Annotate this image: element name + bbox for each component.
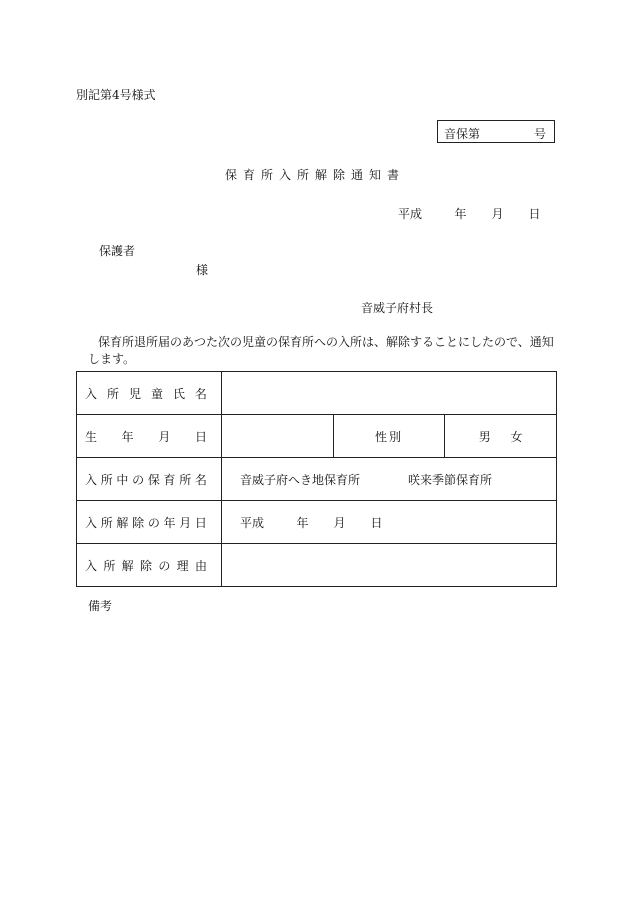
table-row-cancel-date (77, 501, 557, 544)
guardian-label: 保護者 (99, 244, 136, 258)
table-row-child-name (77, 372, 557, 415)
cancel-date-day: 日 (370, 515, 383, 530)
cancel-date-month: 月 (333, 515, 346, 530)
birth-date-label: 生 年 月 日 (77, 415, 222, 458)
facility-option-1[interactable]: 音威子府へき地保育所 (240, 472, 361, 487)
sex-label: 性別 (333, 415, 445, 458)
document-number-prefix: 音保第 (444, 127, 481, 141)
table-row-facility (77, 458, 557, 501)
cancel-date-year: 年 (296, 515, 309, 530)
birth-date-field[interactable] (222, 415, 334, 458)
issuer-name: 音威子府村長 (361, 301, 434, 315)
child-name-label: 入 所 児 童 氏 名 (77, 372, 222, 415)
cancel-reason-label: 入 所 解 除 の 理 由 (77, 544, 222, 587)
facility-option-2[interactable]: 咲来季節保育所 (408, 472, 493, 487)
notice-body-line-2: します。 (88, 352, 136, 366)
child-info-table (76, 371, 557, 587)
form-type-label: 別記第4号様式 (76, 88, 156, 102)
sex-option-male[interactable]: 男 (478, 429, 491, 444)
issue-date (398, 205, 553, 222)
notice-body (88, 334, 558, 368)
document-number-suffix: 号 (533, 127, 546, 141)
document-number-box (437, 120, 555, 143)
sex-option-female[interactable]: 女 (510, 429, 523, 444)
child-name-field[interactable] (222, 372, 557, 415)
table-row-birth-date (77, 415, 557, 458)
honorific: 様 (196, 263, 209, 277)
issue-date-year: 年 (454, 207, 467, 221)
facility-label: 入 所 中 の 保 育 所 名 (77, 458, 222, 501)
table-row-reason (77, 544, 557, 587)
remarks-label: 備考 (88, 599, 113, 613)
document-title: 保育所入所解除通知書 (225, 168, 406, 182)
facility-field[interactable] (222, 458, 557, 501)
cancel-reason-field[interactable] (222, 544, 557, 587)
sex-options[interactable] (445, 415, 557, 458)
issue-date-day: 日 (528, 207, 541, 221)
issue-date-month: 月 (491, 207, 504, 221)
notice-body-line-1: 保育所退所届のあつた次の児童の保育所への入所は、解除することにしたので、通知 (98, 335, 554, 349)
cancel-date-era: 平成 (240, 515, 265, 530)
cancel-date-field[interactable] (222, 501, 557, 544)
cancel-date-label: 入 所 解 除 の 年 月 日 (77, 501, 222, 544)
issue-date-era: 平成 (398, 207, 423, 221)
